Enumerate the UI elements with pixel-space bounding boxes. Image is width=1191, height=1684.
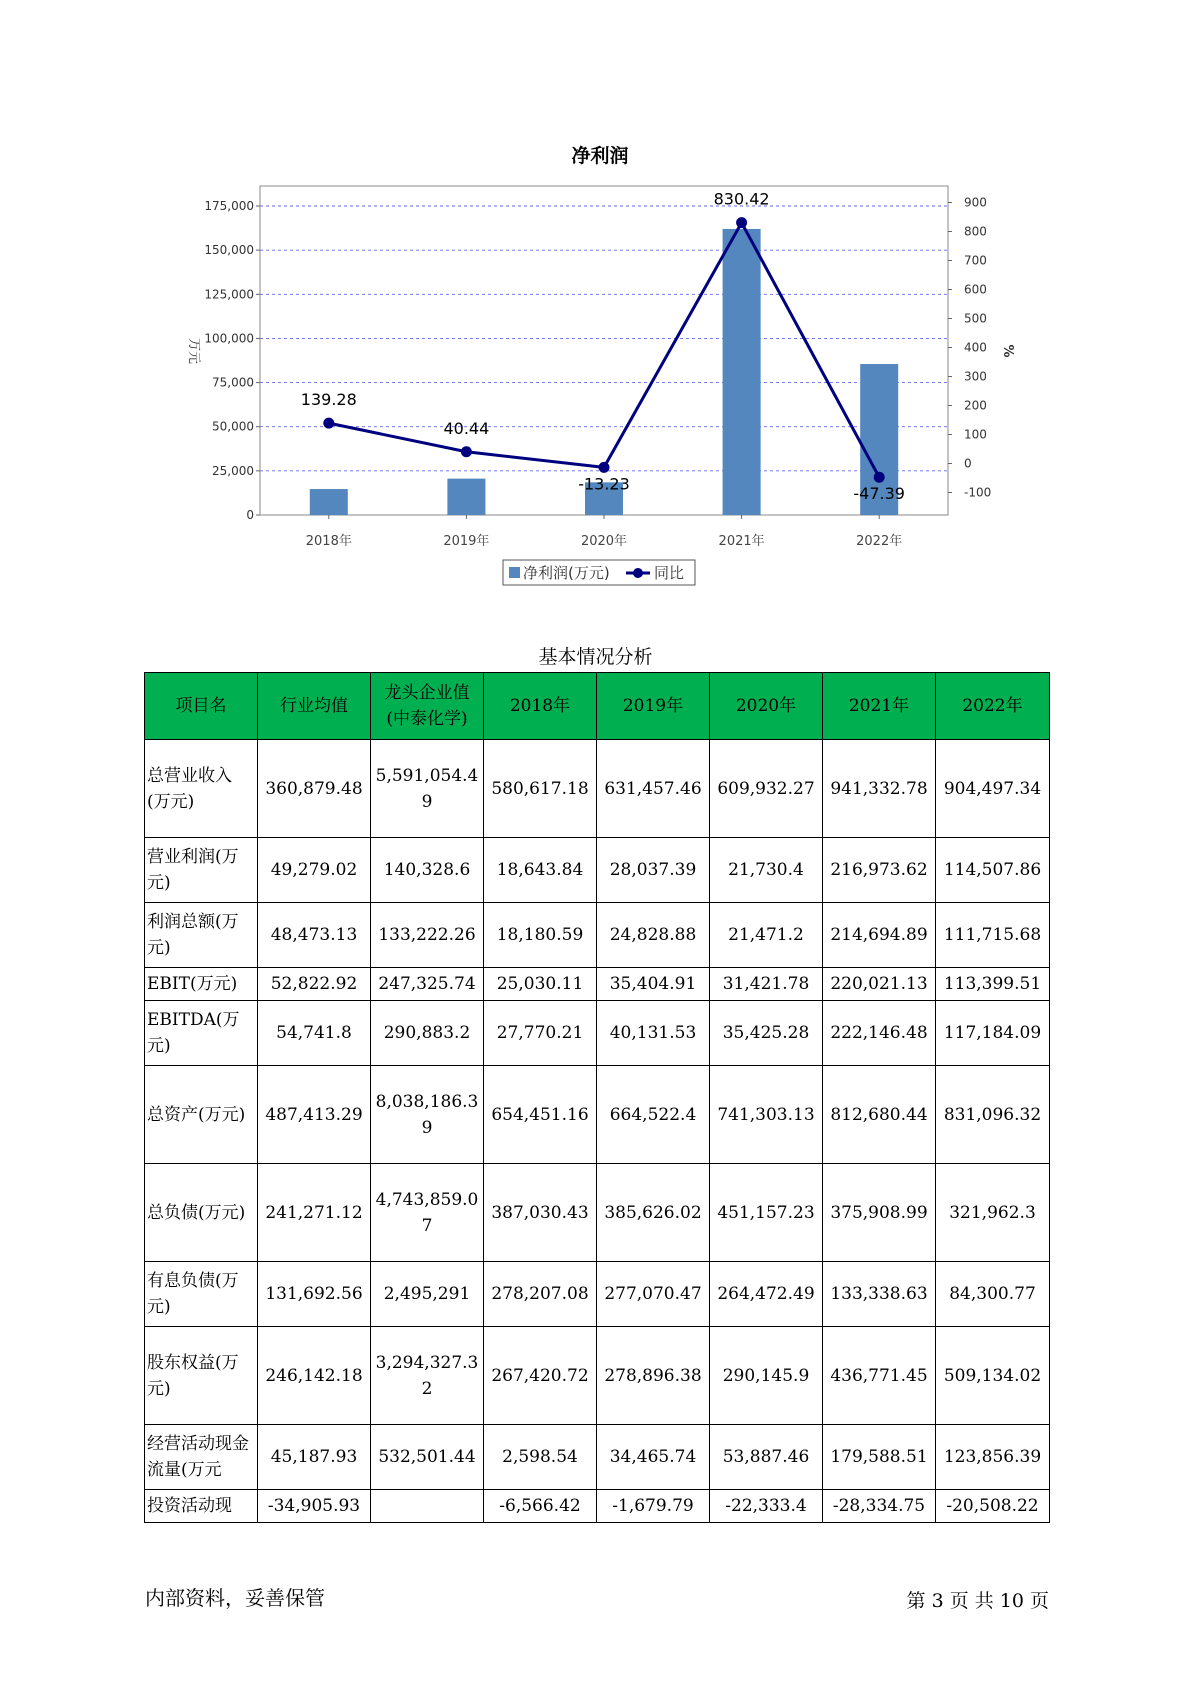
table-cell: 222,146.48 [823, 1001, 936, 1066]
y2-tick-label: 600 [964, 282, 987, 297]
row-label-cell: EBIT(万元) [145, 968, 258, 1001]
basic-analysis-table [144, 672, 1050, 1523]
table-cell: 113,399.51 [936, 968, 1050, 1001]
table-cell: 264,472.49 [710, 1262, 823, 1327]
y2-tick-label: 900 [964, 195, 987, 210]
table-cell: -6,566.42 [484, 1490, 597, 1523]
table-cell: 3,294,327.32 [371, 1327, 484, 1425]
table-cell: 21,471.2 [710, 903, 823, 968]
table-header-cell: 行业均值 [258, 673, 371, 740]
table-row [145, 1327, 1050, 1425]
table-cell: -34,905.93 [258, 1490, 371, 1523]
legend-bar-swatch [509, 567, 520, 578]
table-cell: 24,828.88 [597, 903, 710, 968]
table-cell: 31,421.78 [710, 968, 823, 1001]
table-cell [371, 1490, 484, 1523]
table-cell: 509,134.02 [936, 1327, 1050, 1425]
table-header-cell: 龙头企业值(中泰化学) [371, 673, 484, 740]
table-row [145, 1425, 1050, 1490]
table-cell: 360,879.48 [258, 740, 371, 838]
x-tick-label: 2019年 [443, 534, 490, 549]
x-tick-label: 2020年 [580, 534, 628, 549]
table-header-cell: 2018年 [484, 673, 597, 740]
table-cell: 123,856.39 [936, 1425, 1050, 1490]
point-yoy [323, 418, 334, 429]
table-cell: 277,070.47 [597, 1262, 710, 1327]
y-axis-label: 万元 [186, 337, 201, 365]
row-label-cell: 股东权益(万元) [145, 1327, 258, 1425]
y2-tick-label: 500 [964, 311, 987, 326]
y-tick-label: 100,000 [204, 331, 254, 346]
y-tick-label: 50,000 [212, 419, 254, 434]
chart-title: 净利润 [571, 145, 629, 167]
table-cell: 451,157.23 [710, 1164, 823, 1262]
table-cell: 631,457.46 [597, 740, 710, 838]
data-label-yoy: -13.23 [578, 474, 630, 494]
point-yoy [461, 446, 472, 457]
table-cell: 27,770.21 [484, 1001, 597, 1066]
table-cell: 18,643.84 [484, 838, 597, 903]
row-label-cell: 总营业收入(万元) [145, 740, 258, 838]
row-label-cell: 投资活动现 [145, 1490, 258, 1523]
table-row [145, 1262, 1050, 1327]
table-cell: 40,131.53 [597, 1001, 710, 1066]
data-label-yoy: -47.39 [853, 484, 905, 504]
table-cell: 436,771.45 [823, 1327, 936, 1425]
table-row [145, 740, 1050, 838]
row-label-cell: 总负债(万元) [145, 1164, 258, 1262]
table-cell: 54,741.8 [258, 1001, 371, 1066]
table-header-cell: 2020年 [710, 673, 823, 740]
table-cell: 385,626.02 [597, 1164, 710, 1262]
bar-net-profit [447, 479, 485, 515]
table-cell: 114,507.86 [936, 838, 1050, 903]
y2-tick-label: 400 [964, 340, 987, 355]
x-tick-label: 2018年 [305, 534, 352, 549]
table-cell: 131,692.56 [258, 1262, 371, 1327]
table-cell: 214,694.89 [823, 903, 936, 968]
row-label-cell: 总资产(万元) [145, 1066, 258, 1164]
table-cell: 904,497.34 [936, 740, 1050, 838]
table-cell: 290,145.9 [710, 1327, 823, 1425]
table-row [145, 1164, 1050, 1262]
table-cell: 2,495,291 [371, 1262, 484, 1327]
table-row [145, 903, 1050, 968]
table-header-cell: 2022年 [936, 673, 1050, 740]
table-cell: 664,522.4 [597, 1066, 710, 1164]
table-cell: 2,598.54 [484, 1425, 597, 1490]
y2-tick-label: -100 [964, 485, 992, 500]
table-cell: 4,743,859.07 [371, 1164, 484, 1262]
table-cell: 387,030.43 [484, 1164, 597, 1262]
table-header-cell: 2021年 [823, 673, 936, 740]
table-cell: 35,425.28 [710, 1001, 823, 1066]
table-cell: 609,932.27 [710, 740, 823, 838]
table-cell: 941,332.78 [823, 740, 936, 838]
table-cell: 321,962.3 [936, 1164, 1050, 1262]
table-cell: 52,822.92 [258, 968, 371, 1001]
y-tick-label: 0 [246, 508, 254, 522]
table-cell: -22,333.4 [710, 1490, 823, 1523]
footer-page-number: 第 3 页 共 10 页 [906, 1590, 1049, 1612]
table-cell: 375,908.99 [823, 1164, 936, 1262]
plot-area [186, 186, 1015, 549]
table-cell: 220,021.13 [823, 968, 936, 1001]
data-label-yoy: 830.42 [713, 189, 770, 209]
table-cell: 246,142.18 [258, 1327, 371, 1425]
bar-net-profit [723, 229, 761, 515]
y2-tick-label: 0 [964, 456, 972, 471]
y-tick-label: 175,000 [204, 199, 254, 213]
table-cell: 133,222.26 [371, 903, 484, 968]
table-cell: 48,473.13 [258, 903, 371, 968]
table-cell: 831,096.32 [936, 1066, 1050, 1164]
table-header-row [145, 673, 1050, 740]
net-profit-chart [0, 0, 1191, 600]
table-cell: 8,038,186.39 [371, 1066, 484, 1164]
table-cell: 111,715.68 [936, 903, 1050, 968]
table-cell: 278,896.38 [597, 1327, 710, 1425]
point-yoy [599, 462, 610, 473]
table-cell: 28,037.39 [597, 838, 710, 903]
table-row [145, 1066, 1050, 1164]
legend [503, 560, 695, 585]
table-cell: -20,508.22 [936, 1490, 1050, 1523]
table-cell: -28,334.75 [823, 1490, 936, 1523]
table-cell: 812,680.44 [823, 1066, 936, 1164]
table-cell: 580,617.18 [484, 740, 597, 838]
table-cell: 133,338.63 [823, 1262, 936, 1327]
y-tick-label: 125,000 [204, 287, 254, 302]
table-row [145, 968, 1050, 1001]
legend-line-label: 同比 [654, 564, 685, 582]
y-tick-label: 75,000 [212, 375, 254, 390]
table-cell: 45,187.93 [258, 1425, 371, 1490]
x-tick-label: 2021年 [718, 534, 765, 549]
table-cell: 532,501.44 [371, 1425, 484, 1490]
table-cell: 53,887.46 [710, 1425, 823, 1490]
table-cell: 34,465.74 [597, 1425, 710, 1490]
y2-axis-label: % [1000, 344, 1015, 358]
table-cell: 35,404.91 [597, 968, 710, 1001]
y2-tick-label: 100 [964, 427, 987, 442]
legend-bar-label: 净利润(万元) [523, 564, 610, 582]
row-label-cell: 有息负债(万元) [145, 1262, 258, 1327]
point-yoy [874, 472, 885, 483]
table-cell: 18,180.59 [484, 903, 597, 968]
table-cell: 741,303.13 [710, 1066, 823, 1164]
table-cell: 140,328.6 [371, 838, 484, 903]
table-row [145, 1490, 1050, 1523]
row-label-cell: 经营活动现金流量(万元 [145, 1425, 258, 1490]
row-label-cell: 利润总额(万元) [145, 903, 258, 968]
table-cell: 25,030.11 [484, 968, 597, 1001]
data-label-yoy: 40.44 [443, 418, 490, 438]
row-label-cell: 营业利润(万元) [145, 838, 258, 903]
y2-tick-label: 300 [964, 369, 987, 384]
table-caption: 基本情况分析 [538, 646, 653, 668]
table-cell: 216,973.62 [823, 838, 936, 903]
table-cell: 267,420.72 [484, 1327, 597, 1425]
y2-tick-label: 700 [964, 253, 987, 268]
table-cell: -1,679.79 [597, 1490, 710, 1523]
row-label-cell: EBITDA(万元) [145, 1001, 258, 1066]
table-row [145, 1001, 1050, 1066]
table-cell: 654,451.16 [484, 1066, 597, 1164]
table-header-cell: 2019年 [597, 673, 710, 740]
table-cell: 5,591,054.49 [371, 740, 484, 838]
table-header-cell: 项目名 [145, 673, 258, 740]
bar-net-profit [310, 489, 348, 515]
data-label-yoy: 139.28 [300, 390, 357, 410]
y2-tick-label: 800 [964, 224, 987, 239]
y2-tick-label: 200 [964, 398, 987, 413]
table-cell: 290,883.2 [371, 1001, 484, 1066]
legend-line-marker [633, 568, 643, 578]
table-cell: 487,413.29 [258, 1066, 371, 1164]
y-tick-label: 150,000 [204, 243, 254, 258]
point-yoy [736, 217, 747, 228]
y-tick-label: 25,000 [212, 463, 254, 478]
table-cell: 117,184.09 [936, 1001, 1050, 1066]
table-cell: 21,730.4 [710, 838, 823, 903]
table-cell: 49,279.02 [258, 838, 371, 903]
table-cell: 241,271.12 [258, 1164, 371, 1262]
table-cell: 179,588.51 [823, 1425, 936, 1490]
table-row [145, 838, 1050, 903]
table-cell: 84,300.77 [936, 1262, 1050, 1327]
table-cell: 278,207.08 [484, 1262, 597, 1327]
table-cell: 247,325.74 [371, 968, 484, 1001]
x-tick-label: 2022年 [856, 534, 903, 549]
footer-confidential: 内部资料，妥善保管 [145, 1586, 325, 1610]
